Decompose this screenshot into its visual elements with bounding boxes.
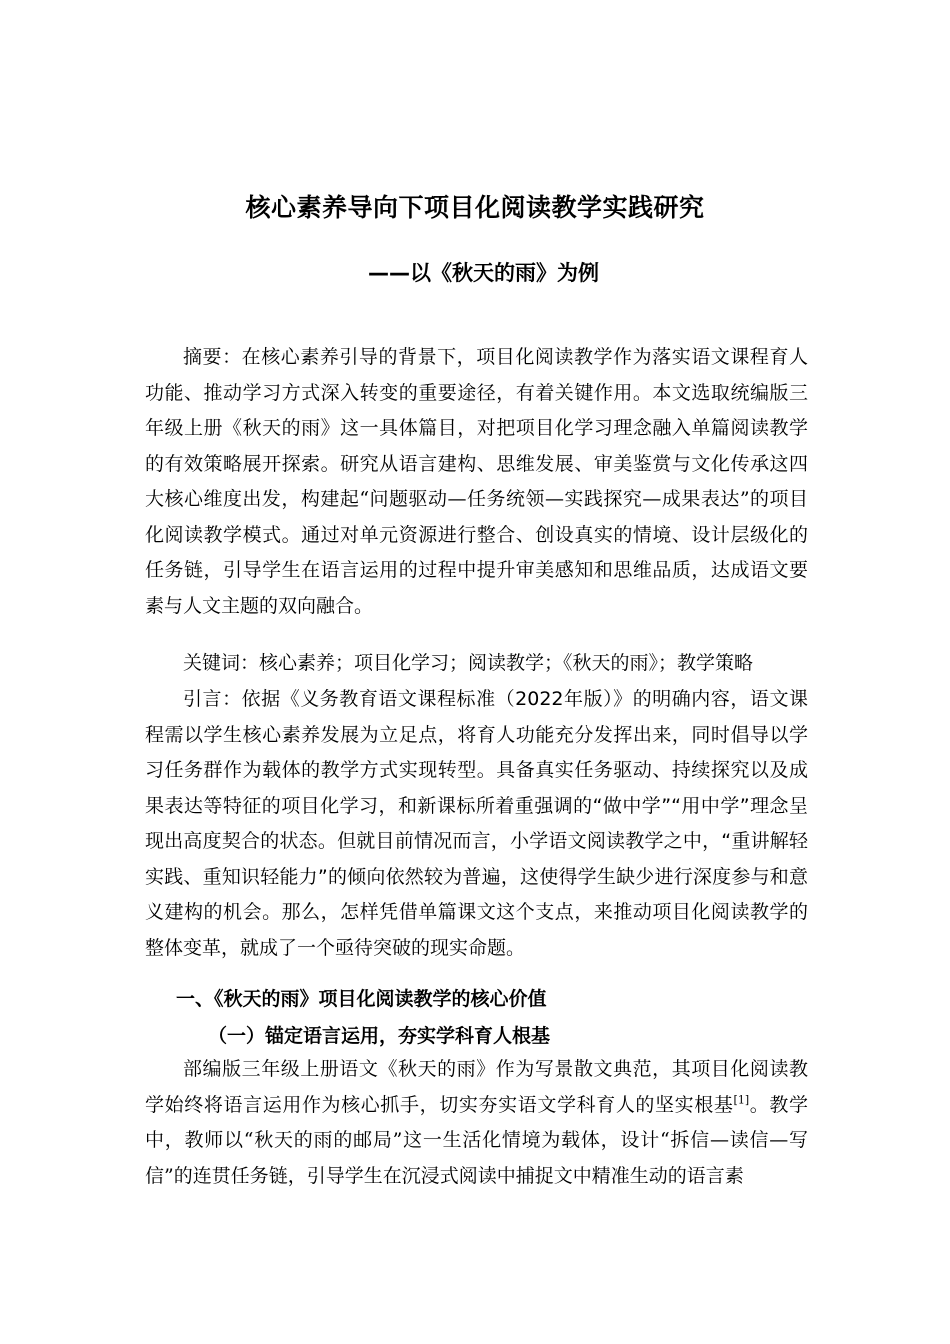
introduction-block (145, 682, 808, 966)
section-body-text: 部编版三年级上册语文《秋天的雨》作为写景散文典范，其项目化阅读教学始终将语言运用作为核心抓手，切实夯实语文学科育人的坚实根基 (145, 1058, 808, 1116)
paper-subtitle: ——以《秋天的雨》为例 (368, 261, 599, 285)
subsection-heading: （一）锚定语言运用，夯实学科育人根基 (208, 1025, 551, 1047)
keywords-block (145, 646, 808, 682)
citation-ref[interactable]: [1] (733, 1093, 750, 1107)
section-body-paragraph (145, 1052, 808, 1194)
abstract-paragraph: 摘要：在核心素养引导的背景下，项目化阅读教学作为落实语文课程育人功能、推动学习方式深入转变的重要途径，有着关键作用。本文选取统编版三年级上册《秋天的雨》这一具体篇目，对把项目化学习理念融入单篇阅读教学的有效策略展开探索。研究从语言建构、思维发展、审美鉴赏与文化传承这四大核心维度出发，构建起“问题驱动—任务统领—实践探究—成果表达”的项目化阅读教学模式。通过对单元资源进行整合、创设真实的情境、设计层级化的任务链，引导学生在语言运用的过程中提升审美感知和思维品质，达成语文要素与人文主题的双向融合。 (145, 346, 808, 617)
section-body-block (145, 1052, 808, 1194)
keywords-paragraph: 关键词：核心素养；项目化学习；阅读教学；《秋天的雨》；教学策略 (183, 652, 754, 674)
section-heading: 一、《秋天的雨》项目化阅读教学的核心价值 (176, 988, 547, 1010)
paper-title: 核心素养导向下项目化阅读教学实践研究 (245, 193, 705, 222)
section-body-text-continued: 。教学中，教师以“秋天的雨的邮局”这一生活化情境为载体，设计“拆信—读信—写信”的连贯任务链，引导学生在沉浸式阅读中捕捉文中精准生动的语言素 (145, 1093, 808, 1187)
introduction-paragraph: 引言：依据《义务教育语文课程标准（2022年版）》的明确内容，语文课程需以学生核心素养发展为立足点，将育人功能充分发挥出来，同时倡导以学习任务群作为载体的教学方式实现转型。具备真实任务驱动、持续探究以及成果表达等特征的项目化学习，和新课标所着重强调的“做中学”“用中学”理念呈现出高度契合的状态。但就目前情况而言，小学语文阅读教学之中，“重讲解轻实践、重知识轻能力”的倾向依然较为普遍，这使得学生缺少进行深度参与和意义建构的机会。那么，怎样凭借单篇课文这个支点，来推动项目化阅读教学的整体变革，就成了一个亟待突破的现实命题。 (145, 688, 808, 959)
abstract-block (145, 340, 808, 624)
